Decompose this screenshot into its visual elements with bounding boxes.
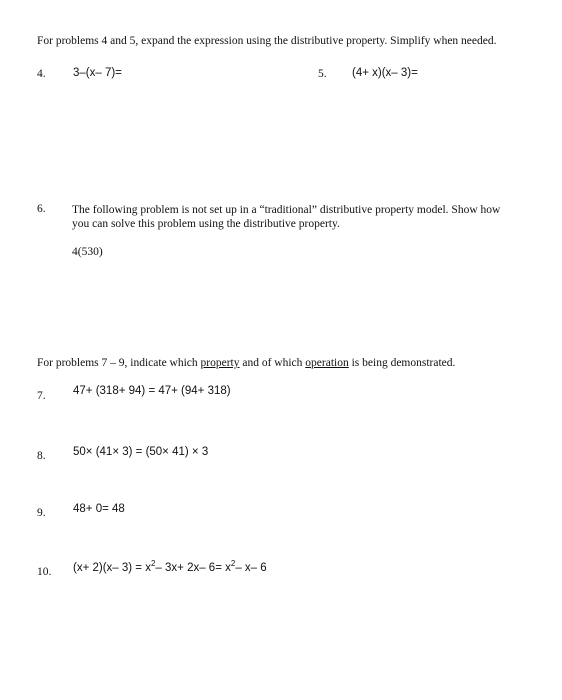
problem-5-expression: (4+ x)(x– 3)=	[352, 67, 418, 79]
problem-9-number: 9.	[37, 507, 46, 519]
problem-10-part-1: (x+ 2)(x– 3) = x	[73, 562, 151, 574]
problem-5-number: 5.	[318, 68, 327, 80]
instructions-middle: and of which	[239, 357, 306, 369]
problem-4-expression: 3–(x– 7)=	[73, 67, 122, 79]
problem-10-part-2: – 3x+ 2x– 6= x	[155, 562, 231, 574]
problem-6-expression: 4(530)	[72, 246, 103, 258]
problem-10-expression	[73, 559, 267, 574]
problem-6-line-2: you can solve this problem using the distributive property.	[72, 218, 340, 230]
problem-8-number: 8.	[37, 450, 46, 462]
problem-8-expression: 50× (41× 3) = (50× 41) × 3	[73, 446, 209, 458]
instructions-word-operation: operation	[305, 357, 349, 369]
instructions-suffix: is being demonstrated.	[348, 357, 456, 369]
problem-6-number: 6.	[37, 203, 46, 215]
instructions-word-property: property	[200, 357, 240, 369]
instructions-problems-4-5: For problems 4 and 5, expand the expression using the distributive property. Simplify when needed.	[37, 35, 497, 47]
instructions-problems-7-9	[37, 357, 455, 369]
problem-10-part-3: – x– 6	[235, 562, 267, 574]
problem-4-number: 4.	[37, 68, 46, 80]
problem-10-number: 10.	[37, 566, 52, 578]
problem-7-number: 7.	[37, 390, 46, 402]
problem-6-line-1: The following problem is not set up in a “traditional” distributive property model. Show how	[72, 204, 501, 216]
problem-6-text	[72, 203, 532, 231]
problem-9-expression: 48+ 0= 48	[73, 503, 125, 515]
problem-10-exponent-2: 2	[230, 559, 236, 569]
problem-7-expression: 47+ (318+ 94) = 47+ (94+ 318)	[73, 385, 231, 397]
instructions-prefix: For problems 7 – 9, indicate which	[37, 357, 201, 369]
problem-10-exponent-1: 2	[150, 559, 156, 569]
